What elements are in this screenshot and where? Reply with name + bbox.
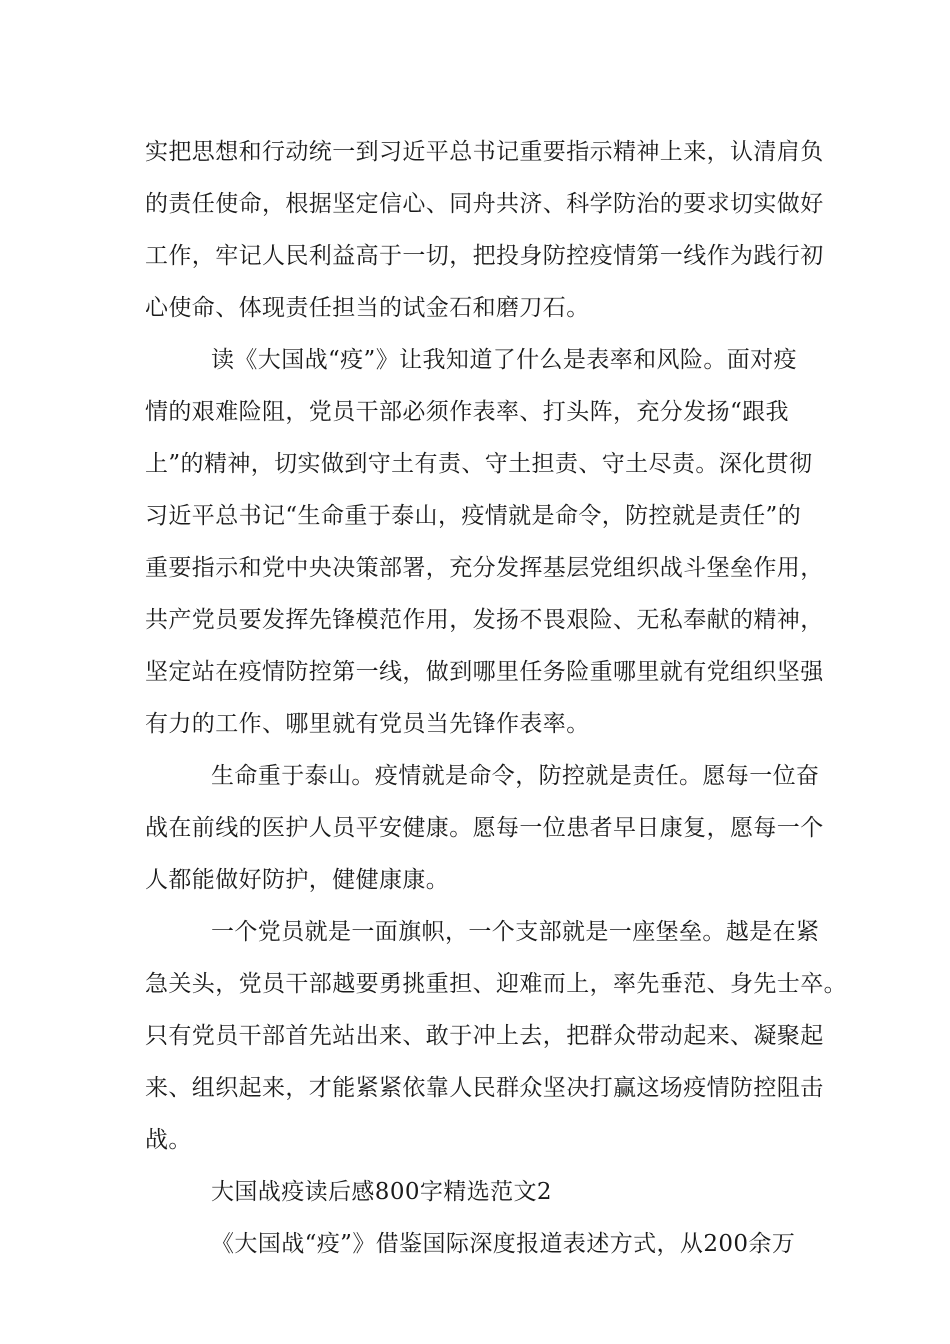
text-line-12: 有力的工作、哪里就有党员当先锋作表率。: [145, 711, 590, 737]
section-heading: 大国战疫读后感800字精选范文2: [211, 1179, 552, 1205]
text-line-17: 急关头，党员干部越要勇挑重担、迎难而上，率先垂范、身先士卒。: [145, 971, 847, 997]
text-line-3: 工作，牢记人民利益高于一切，把投身防控疫情第一线作为践行初: [145, 243, 824, 269]
paragraph-start-4: 一个党员就是一面旗帜，一个支部就是一座堡垒。越是在紧: [211, 919, 820, 945]
paragraph-start-6: 《大国战“疫”》借鉴国际深度报道表述方式，从200余万: [211, 1231, 796, 1257]
text-line-11: 坚定站在疫情防控第一线，做到哪里任务险重哪里就有党组织坚强: [145, 659, 824, 685]
text-line-6: 情的艰难险阻，党员干部必须作表率、打头阵，充分发扬“跟我: [145, 399, 789, 425]
text-line-14: 战在前线的医护人员平安健康。愿每一位患者早日康复，愿每一个: [145, 815, 824, 841]
paragraph-start-2: 读《大国战“疫”》让我知道了什么是表率和风险。面对疫: [211, 347, 797, 373]
text-line-18: 只有党员干部首先站出来、敢于冲上去，把群众带动起来、凝聚起: [145, 1023, 824, 1049]
text-line-2: 的责任使命，根据坚定信心、同舟共济、科学防治的要求切实做好: [145, 191, 824, 217]
paragraph-start-3: 生命重于泰山。疫情就是命令，防控就是责任。愿每一位奋: [211, 763, 820, 789]
text-line-10: 共产党员要发挥先锋模范作用，发扬不畏艰险、无私奉献的精神，: [145, 607, 824, 633]
text-line-1: 实把思想和行动统一到习近平总书记重要指示精神上来，认清肩负: [145, 139, 824, 165]
text-line-4: 心使命、体现责任担当的试金石和磨刀石。: [145, 295, 590, 321]
text-line-20: 战。: [145, 1127, 192, 1153]
text-line-15: 人都能做好防护，健健康康。: [145, 867, 450, 893]
text-line-9: 重要指示和党中央决策部署，充分发挥基层党组织战斗堡垒作用，: [145, 555, 824, 581]
text-line-7: 上”的精神，切实做到守土有责、守土担责、守土尽责。深化贯彻: [145, 451, 813, 477]
text-line-8: 习近平总书记“生命重于泰山，疫情就是命令，防控就是责任”的: [145, 503, 802, 529]
text-line-19: 来、组织起来，才能紧紧依靠人民群众坚决打赢这场疫情防控阻击: [145, 1075, 824, 1101]
